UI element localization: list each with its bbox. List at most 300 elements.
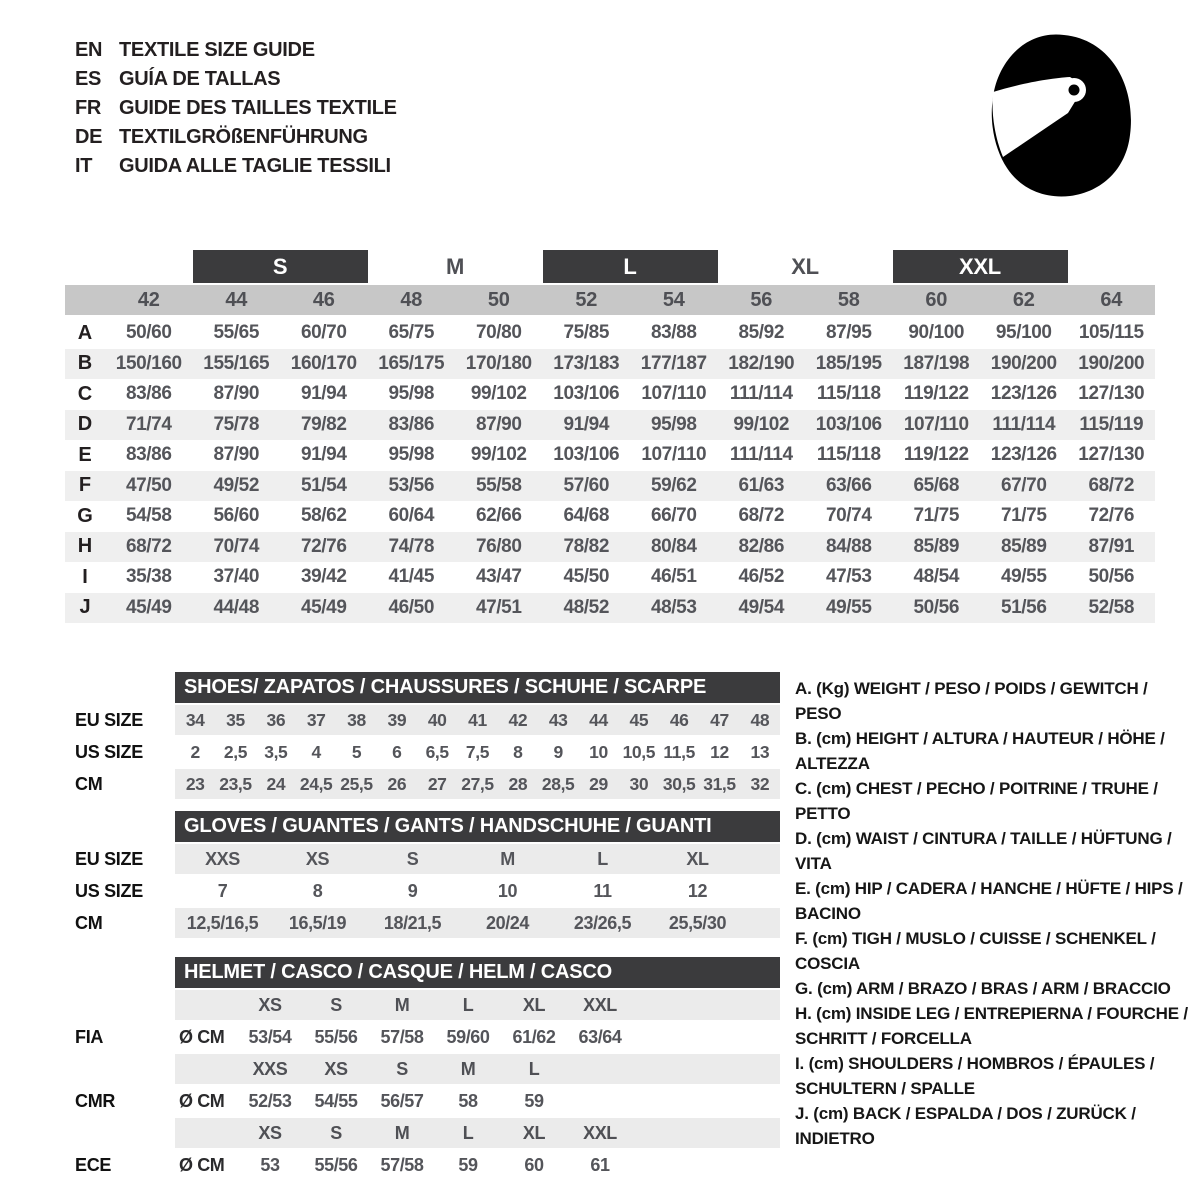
table-cell: 107/110: [903, 413, 969, 435]
table-cell: S: [406, 848, 419, 869]
table-cell: 111/114: [729, 383, 793, 405]
table-cell: 45/49: [300, 596, 347, 618]
table-cell: 63/64: [578, 1026, 622, 1047]
table-cell: 190/200: [1078, 352, 1145, 374]
table-cell: 12,5/16,5: [186, 912, 259, 933]
column-header: 60: [925, 288, 948, 311]
row-label: B: [77, 352, 93, 375]
size-group-l: L: [543, 250, 718, 283]
row-label: J: [79, 596, 91, 619]
table-cell: 95/98: [650, 413, 697, 435]
table-cell: 62/66: [475, 505, 522, 527]
table-cell: 30,5: [662, 773, 696, 794]
row-band: [175, 908, 780, 938]
table-cell: 46/52: [738, 566, 785, 588]
unit-label: Ø CM: [179, 1154, 225, 1175]
table-cell: 127/130: [1078, 444, 1145, 466]
table-cell: 43: [548, 709, 568, 730]
guide-title: GUÍA DE TALLAS: [119, 68, 281, 90]
table-cell: 115/118: [816, 444, 881, 466]
table-row: [65, 471, 1155, 502]
legend-item: E. (cm) HIP / CADERA / HANCHE / HÜFTE / HIPS / BACINO: [795, 879, 1183, 923]
size-label: XL: [522, 994, 546, 1015]
row-label: EU SIZE: [75, 848, 143, 869]
size-group-xxl: XXL: [893, 250, 1068, 283]
row-band: [175, 705, 780, 735]
table-cell: 2: [190, 741, 200, 762]
table-row: [65, 349, 1155, 380]
table-cell: 24: [266, 773, 286, 794]
table-cell: 79/82: [300, 413, 347, 435]
row-band: [175, 1022, 780, 1052]
table-row: [65, 769, 790, 799]
row-band: [175, 1118, 780, 1148]
table-cell: 70/74: [213, 535, 260, 557]
size-group-s: S: [193, 250, 368, 283]
table-cell: 5: [351, 741, 362, 762]
table-cell: 7,5: [465, 741, 490, 762]
row-band: [175, 1086, 780, 1116]
table-row: [65, 562, 1155, 593]
row-band: [175, 990, 780, 1020]
table-cell: 48/54: [913, 566, 960, 588]
row-band: [175, 876, 780, 906]
table-cell: 36: [266, 709, 286, 730]
row-label: F: [78, 474, 92, 497]
column-header-row: [65, 285, 1155, 315]
row-label: CM: [75, 912, 103, 933]
table-cell: 27: [427, 773, 447, 794]
table-cell: 38: [347, 709, 366, 730]
table-cell: 48/52: [563, 596, 610, 618]
size-label: XS: [324, 1058, 348, 1079]
language-row: [75, 36, 397, 65]
table-cell: 61/62: [512, 1026, 556, 1047]
table-cell: 185/195: [815, 352, 882, 374]
table-row: [65, 410, 1155, 441]
table-cell: 23/26,5: [573, 912, 632, 933]
size-label: XS: [258, 1122, 282, 1143]
language-row: [75, 65, 397, 94]
table-cell: 68/72: [1088, 474, 1135, 496]
table-cell: 27,5: [461, 773, 494, 794]
language-code: DE: [75, 126, 103, 148]
table-cell: 57/60: [563, 474, 610, 496]
table-cell: 39: [387, 709, 407, 730]
racing-helmet-icon: [980, 28, 1138, 206]
size-label: XXS: [252, 1058, 288, 1079]
table-cell: 8: [513, 741, 523, 762]
table-cell: 50/56: [913, 596, 960, 618]
table-cell: 75/85: [563, 322, 610, 344]
row-band: [175, 844, 780, 874]
table-cell: XXS: [205, 848, 240, 869]
table-cell: 49/55: [1000, 566, 1047, 588]
table-cell: 75/78: [213, 413, 260, 435]
table-cell: 53/56: [388, 474, 435, 496]
table-cell: 16,5/19: [288, 912, 347, 933]
row-label: US SIZE: [75, 741, 143, 762]
helmet-title-bar: HELMET / CASCO / CASQUE / HELM / CASCO: [175, 957, 780, 988]
table-cell: 65/68: [913, 474, 960, 496]
table-cell: 99/102: [470, 383, 527, 405]
table-cell: 25,5: [340, 773, 373, 794]
size-label: S: [330, 1122, 342, 1143]
table-cell: 18/21,5: [383, 912, 442, 933]
table-cell: 123/126: [990, 444, 1057, 466]
table-cell: 37: [306, 709, 326, 730]
table-cell: 3,5: [264, 741, 288, 762]
legend-item: B. (cm) HEIGHT / ALTURA / HAUTEUR / HÖHE / ALTEZZA: [795, 729, 1165, 773]
table-cell: 53/54: [248, 1026, 292, 1047]
table-cell: 53: [260, 1154, 280, 1175]
table-cell: 51/56: [1000, 596, 1047, 618]
table-cell: 46: [669, 709, 689, 730]
table-cell: 51/54: [300, 474, 347, 496]
table-cell: 111/114: [992, 413, 1056, 435]
table-cell: 68/72: [738, 505, 785, 527]
legend-item: J. (cm) BACK / ESPALDA / DOS / ZURÜCK / INDIETRO: [795, 1104, 1136, 1148]
table-row: [65, 501, 1155, 532]
gloves-table: [65, 811, 790, 938]
table-row: [65, 1118, 790, 1148]
table-cell: 10: [589, 741, 608, 762]
table-row: [65, 593, 1155, 624]
table-row: [65, 1054, 790, 1084]
row-band: [175, 769, 780, 799]
table-cell: 12: [687, 880, 708, 901]
table-row: [65, 990, 790, 1020]
table-row: [65, 844, 790, 874]
table-cell: 6: [392, 741, 402, 762]
table-cell: 103/106: [553, 383, 620, 405]
table-cell: 11: [593, 880, 612, 901]
size-label: XXL: [583, 994, 617, 1015]
column-header: 44: [225, 288, 248, 311]
table-cell: 46/51: [650, 566, 697, 588]
table-cell: 54/55: [314, 1090, 358, 1111]
table-cell: 95/100: [995, 322, 1052, 344]
table-cell: 9: [553, 741, 563, 762]
row-band: [175, 1150, 780, 1180]
table-cell: 170/180: [465, 352, 532, 374]
table-row: [65, 379, 1155, 410]
table-cell: 103/106: [553, 444, 620, 466]
size-label: XL: [522, 1122, 546, 1143]
table-cell: 40: [427, 709, 447, 730]
table-cell: 87/90: [475, 413, 522, 435]
table-cell: 190/200: [990, 352, 1057, 374]
unit-label: Ø CM: [179, 1026, 225, 1047]
table-cell: 187/198: [903, 352, 970, 374]
table-cell: 59/62: [650, 474, 697, 496]
table-cell: XL: [686, 848, 709, 869]
table-cell: 83/86: [125, 383, 172, 405]
row-label: [65, 990, 175, 1020]
legend-item: G. (cm) ARM / BRAZO / BRAS / ARM / BRACCIO: [795, 979, 1171, 998]
table-cell: 58/62: [300, 505, 347, 527]
table-body: [65, 318, 1155, 623]
table-cell: 127/130: [1078, 383, 1145, 405]
row-label: ECE: [75, 1154, 112, 1175]
table-cell: 25,5/30: [668, 912, 727, 933]
table-cell: 49/54: [738, 596, 785, 618]
table-cell: 61: [590, 1154, 610, 1175]
table-cell: 71/74: [125, 413, 172, 435]
table-cell: 55/56: [314, 1026, 358, 1047]
table-row: [65, 1022, 790, 1052]
table-cell: L: [597, 848, 608, 869]
table-cell: 85/89: [913, 535, 960, 557]
column-header: 64: [1100, 288, 1123, 311]
table-cell: 87/95: [825, 322, 872, 344]
table-cell: 72/76: [1088, 505, 1135, 527]
table-row: [65, 1086, 790, 1116]
table-cell: 72/76: [300, 535, 347, 557]
table-cell: 80/84: [650, 535, 697, 557]
column-header: 42: [137, 288, 160, 311]
table-cell: 59/60: [446, 1026, 490, 1047]
table-cell: 91/94: [300, 383, 347, 405]
measurement-legend: [795, 676, 1195, 1151]
table-cell: 49/55: [825, 596, 872, 618]
row-label: I: [82, 565, 88, 588]
table-cell: 4: [311, 741, 321, 762]
table-cell: 85/89: [1000, 535, 1047, 557]
table-cell: 56/57: [380, 1090, 424, 1111]
table-cell: 64/68: [563, 505, 610, 527]
table-cell: 55/65: [213, 322, 260, 344]
table-cell: 47/53: [825, 566, 872, 588]
language-code: ES: [75, 68, 102, 90]
table-cell: 105/115: [1078, 322, 1144, 344]
table-cell: 87/91: [1088, 535, 1135, 557]
table-cell: 160/170: [290, 352, 357, 374]
table-cell: 57/58: [380, 1026, 424, 1047]
apparel-size-table: [65, 250, 1155, 623]
row-label: FIA: [75, 1026, 104, 1047]
table-cell: 84/88: [825, 535, 872, 557]
table-cell: 48/53: [650, 596, 697, 618]
shoes-table: [65, 672, 790, 799]
table-cell: 47: [710, 709, 729, 730]
table-cell: 85/92: [738, 322, 785, 344]
row-band: [175, 1054, 780, 1084]
table-cell: 67/70: [1000, 474, 1047, 496]
table-cell: 13: [750, 741, 770, 762]
row-label: A: [77, 321, 93, 344]
size-label: M: [394, 1122, 410, 1143]
table-row: [65, 876, 790, 906]
footwear-gloves-helmet-tables: [65, 672, 790, 1180]
gloves-title-bar: GLOVES / GUANTES / GANTS / HANDSCHUHE / GUANTI: [175, 811, 780, 842]
table-cell: 34: [185, 709, 205, 730]
row-label: E: [78, 443, 92, 466]
size-label: L: [462, 1122, 474, 1143]
size-label: L: [528, 1058, 540, 1079]
size-label: L: [462, 994, 474, 1015]
table-cell: 45: [629, 709, 649, 730]
table-cell: 35/38: [125, 566, 172, 588]
table-cell: 90/100: [908, 322, 965, 344]
table-cell: 61/63: [738, 474, 785, 496]
table-cell: 6,5: [425, 741, 449, 762]
table-cell: 44: [589, 709, 608, 730]
table-cell: 54/58: [125, 505, 172, 527]
row-label: G: [77, 504, 93, 527]
column-header: 50: [487, 288, 510, 311]
table-cell: 115/118: [816, 383, 881, 405]
table-cell: 28,5: [541, 773, 575, 794]
row-band: [175, 737, 780, 767]
language-title-list: [75, 36, 397, 181]
table-cell: 57/58: [380, 1154, 424, 1175]
row-label: C: [77, 382, 93, 405]
table-cell: 10: [497, 880, 518, 901]
table-cell: 23,5: [219, 773, 252, 794]
table-cell: 119/122: [903, 444, 969, 466]
table-cell: 155/165: [203, 352, 270, 374]
table-cell: 49/52: [213, 474, 260, 496]
table-cell: 165/175: [378, 352, 445, 374]
table-cell: 41/45: [388, 566, 435, 588]
table-cell: 66/70: [650, 505, 697, 527]
column-header: 46: [312, 288, 335, 311]
table-cell: 76/80: [475, 535, 522, 557]
table-cell: 60: [524, 1154, 544, 1175]
row-label: [65, 1054, 175, 1084]
table-cell: 56/60: [213, 505, 260, 527]
column-header: 58: [837, 288, 860, 311]
language-row: [75, 123, 397, 152]
table-cell: 58: [458, 1090, 478, 1111]
table-cell: 119/122: [903, 383, 969, 405]
table-cell: 46/50: [388, 596, 435, 618]
row-label: US SIZE: [75, 880, 143, 901]
table-cell: 2,5: [223, 741, 248, 762]
table-cell: 59: [458, 1154, 478, 1175]
row-label: D: [77, 413, 93, 436]
table-cell: 177/187: [640, 352, 707, 374]
table-cell: 30: [629, 773, 649, 794]
row-label: CM: [75, 773, 103, 794]
size-label: M: [460, 1058, 476, 1079]
table-cell: 29: [589, 773, 608, 794]
unit-spacer: [175, 1118, 237, 1148]
row-label: EU SIZE: [75, 709, 143, 730]
size-label: S: [396, 1058, 408, 1079]
helmet-table: [65, 957, 790, 1180]
table-cell: 95/98: [388, 444, 435, 466]
table-cell: 83/88: [650, 322, 697, 344]
legend-item: C. (cm) CHEST / PECHO / POITRINE / TRUHE / PETTO: [795, 779, 1158, 823]
guide-title: GUIDA ALLE TAGLIE TESSILI: [119, 155, 391, 177]
table-cell: 39/42: [300, 566, 347, 588]
table-cell: 11,5: [663, 741, 695, 762]
language-row: [75, 94, 397, 123]
table-cell: 83/86: [388, 413, 435, 435]
row-label: CMR: [75, 1090, 116, 1111]
table-row: [65, 908, 790, 938]
table-cell: 182/190: [728, 352, 795, 374]
legend-item: A. (Kg) WEIGHT / PESO / POIDS / GEWITCH / PESO: [795, 679, 1148, 723]
table-cell: 55/56: [314, 1154, 358, 1175]
table-cell: 123/126: [990, 383, 1057, 405]
unit-spacer: [175, 990, 237, 1020]
size-label: XXL: [583, 1122, 617, 1143]
table-cell: 55/58: [475, 474, 522, 496]
guide-title: TEXTILE SIZE GUIDE: [119, 39, 315, 61]
table-cell: 115/119: [1079, 413, 1144, 435]
table-row: [65, 440, 1155, 471]
table-row: [65, 1150, 790, 1180]
table-cell: 71/75: [913, 505, 960, 527]
legend-item: I. (cm) SHOULDERS / HOMBROS / ÉPAULES / SCHULTERN / SPALLE: [795, 1054, 1155, 1098]
guide-title: GUIDE DES TAILLES TEXTILE: [119, 97, 397, 119]
table-cell: 48: [750, 709, 770, 730]
table-cell: 45/50: [563, 566, 610, 588]
table-cell: 91/94: [300, 444, 347, 466]
table-cell: 47/50: [125, 474, 172, 496]
table-cell: 87/90: [213, 383, 260, 405]
table-row: [65, 705, 790, 735]
table-cell: 12: [710, 741, 729, 762]
table-cell: 7: [217, 880, 228, 901]
table-cell: 23: [185, 773, 205, 794]
column-header: 54: [662, 288, 685, 311]
unit-label: Ø CM: [179, 1090, 225, 1111]
size-label: XS: [258, 994, 282, 1015]
table-cell: 26: [387, 773, 407, 794]
table-cell: 99/102: [733, 413, 790, 435]
table-cell: 41: [468, 709, 487, 730]
table-cell: 52/58: [1088, 596, 1135, 618]
unit-spacer: [175, 1054, 237, 1084]
table-cell: 45/49: [125, 596, 172, 618]
size-group-m: M: [445, 253, 465, 279]
table-cell: 37/40: [213, 566, 260, 588]
table-cell: 50/56: [1088, 566, 1135, 588]
size-label: S: [330, 994, 342, 1015]
table-cell: 99/102: [470, 444, 527, 466]
table-cell: 83/86: [125, 444, 172, 466]
table-cell: 47/51: [475, 596, 522, 618]
table-row: [65, 737, 790, 767]
legend-item: F. (cm) TIGH / MUSLO / CUISSE / SCHENKEL / COSCIA: [795, 929, 1156, 973]
table-cell: 74/78: [388, 535, 435, 557]
size-group-xl: XL: [791, 253, 819, 279]
table-cell: 111/114: [729, 444, 793, 466]
row-label: H: [77, 535, 93, 558]
table-cell: 32: [750, 773, 770, 794]
table-row: [65, 532, 1155, 563]
table-cell: 70/80: [475, 322, 522, 344]
legend-item: D. (cm) WAIST / CINTURA / TAILLE / HÜFTUNG / VITA: [795, 829, 1172, 873]
language-row: [75, 152, 397, 181]
language-code: IT: [75, 155, 93, 177]
table-cell: 68/72: [125, 535, 172, 557]
gloves-rows: [65, 844, 790, 938]
legend-item: H. (cm) INSIDE LEG / ENTREPIERNA / FOURCHE / SCHRITT / FORCELLA: [795, 1004, 1188, 1048]
table-cell: 70/74: [825, 505, 872, 527]
table-cell: 65/75: [388, 322, 435, 344]
shoes-rows: [65, 705, 790, 799]
table-cell: XS: [305, 848, 330, 869]
language-code: EN: [75, 39, 103, 61]
table-cell: M: [500, 848, 515, 869]
row-label: [65, 1118, 175, 1148]
table-cell: 31,5: [703, 773, 736, 794]
